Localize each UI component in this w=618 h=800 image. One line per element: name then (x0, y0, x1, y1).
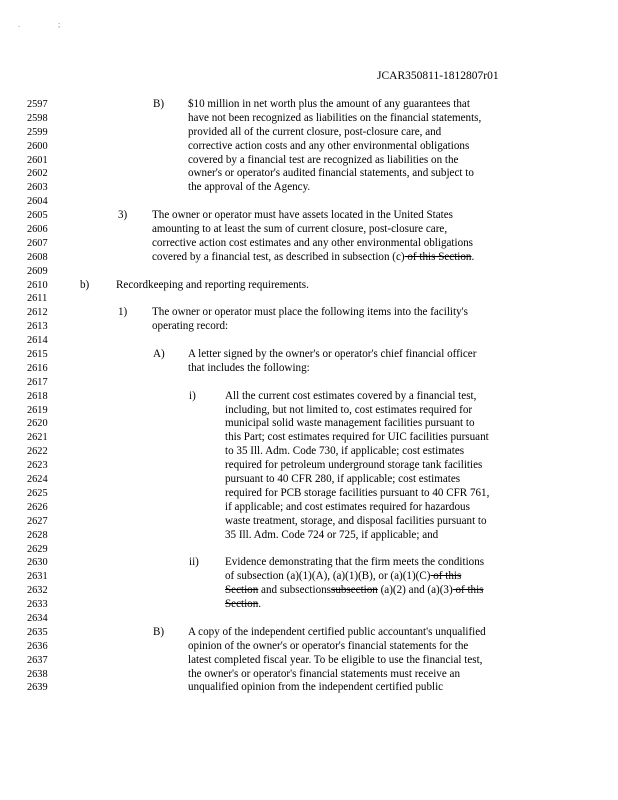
line-number: 2604 (27, 196, 48, 208)
line-2633 (27, 598, 607, 612)
line-text: The owner or operator must have assets located in the United States (152, 209, 453, 222)
line-2618 (27, 390, 607, 404)
subsection-label: b) (80, 278, 90, 291)
line-2620 (27, 417, 607, 431)
line-number: 2614 (27, 335, 48, 347)
line-number: 2624 (27, 474, 48, 486)
line-text: required for PCB storage facilities pursuant to 40 CFR 761, (225, 486, 490, 499)
line-number: 2617 (27, 376, 48, 388)
line-number: 2599 (27, 126, 48, 138)
line-text: that includes the following: (188, 361, 310, 374)
line-2603 (27, 181, 607, 195)
line-2634 (27, 612, 607, 626)
line-2630 (27, 556, 607, 570)
line-text: including, but not limited to, cost estimates required for (225, 403, 473, 416)
numbered-lines (27, 98, 607, 695)
line-2639 (27, 681, 607, 695)
line-number: 2626 (27, 501, 48, 513)
line-number: 2623 (27, 460, 48, 472)
subsection-label: i) (189, 389, 196, 402)
line-number: 2639 (27, 682, 48, 694)
line-2613 (27, 320, 607, 334)
line-2629 (27, 543, 607, 557)
line-number: 2609 (27, 265, 48, 277)
line-2609 (27, 265, 607, 279)
line-number: 2636 (27, 640, 48, 652)
line-2627 (27, 515, 607, 529)
line-text: the approval of the Agency. (188, 181, 311, 194)
line-2608 (27, 251, 607, 265)
line-text: of subsection (a)(1)(A), (a)(1)(B), or (a)(1)(C) of this (225, 570, 462, 583)
line-text: All the current cost estimates covered by a financial test, (225, 389, 477, 402)
line-text: 35 Ill. Adm. Code 724 or 725, if applicable; and (225, 528, 439, 541)
line-number: 2615 (27, 349, 48, 361)
line-2597 (27, 98, 607, 112)
line-text: if applicable; and cost estimates required for hazardous (225, 500, 470, 513)
line-number: 2601 (27, 154, 48, 166)
line-number: 2608 (27, 251, 48, 263)
line-2616 (27, 362, 607, 376)
line-number: 2629 (27, 543, 48, 555)
line-number: 2632 (27, 585, 48, 597)
line-text: the owner's or operator's financial statements must receive an (188, 667, 460, 680)
subsection-label: B) (153, 98, 165, 110)
line-number: 2619 (27, 404, 48, 416)
line-2637 (27, 654, 607, 668)
line-2624 (27, 473, 607, 487)
line-2615 (27, 348, 607, 362)
line-number: 2622 (27, 446, 48, 458)
line-number: 2605 (27, 210, 48, 222)
line-number: 2606 (27, 224, 48, 236)
line-number: 2631 (27, 571, 48, 583)
line-text: to 35 Ill. Adm. Code 730, if applicable; cost estimates (225, 445, 465, 458)
line-2611 (27, 292, 607, 306)
line-2625 (27, 487, 607, 501)
struck-text: of this Section (404, 250, 472, 263)
line-text: A letter signed by the owner's or operator's chief financial officer (188, 348, 477, 361)
line-2617 (27, 376, 607, 390)
line-number: 2635 (27, 626, 48, 638)
line-number: 2618 (27, 390, 48, 402)
line-text: Section. (225, 598, 262, 611)
line-number: 2600 (27, 140, 48, 152)
line-number: 2630 (27, 557, 48, 569)
subsection-label: A) (153, 348, 165, 361)
line-text: corrective action cost estimates and any other environmental obligations (152, 236, 473, 249)
struck-text: Section (225, 584, 259, 597)
subsection-label: B) (153, 625, 165, 638)
line-2602 (27, 167, 607, 181)
line-text: operating record: (152, 320, 229, 333)
line-2604 (27, 195, 607, 209)
line-2610 (27, 279, 607, 293)
line-2636 (27, 640, 607, 654)
line-number: 2602 (27, 168, 48, 180)
line-2622 (27, 445, 607, 459)
line-text: The owner or operator must place the following items into the facility's (152, 306, 468, 319)
line-number: 2616 (27, 362, 48, 374)
line-2598 (27, 112, 607, 126)
line-2635 (27, 626, 607, 640)
line-text: provided all of the current closure, post-closure care, and (188, 125, 442, 138)
line-2626 (27, 501, 607, 515)
line-number: 2598 (27, 112, 48, 124)
line-number: 2597 (27, 99, 48, 110)
line-text: waste treatment, storage, and disposal facilities pursuant to (225, 514, 487, 527)
line-2601 (27, 154, 607, 168)
line-number: 2603 (27, 182, 48, 194)
line-number: 2633 (27, 599, 48, 611)
line-2599 (27, 126, 607, 140)
line-text: municipal solid waste management facilities pursuant to (225, 417, 475, 430)
line-2606 (27, 223, 607, 237)
line-number: 2638 (27, 668, 48, 680)
line-number: 2610 (27, 279, 48, 291)
line-2628 (27, 529, 607, 543)
line-number: 2607 (27, 237, 48, 249)
line-text: covered by a financial test are recognized as liabilities on the (188, 153, 459, 166)
line-text: Evidence demonstrating that the firm meets the conditions (225, 556, 485, 569)
line-2614 (27, 334, 607, 348)
subsection-label: ii) (189, 556, 199, 569)
line-text: A copy of the independent certified public accountant's unqualified (188, 625, 486, 638)
line-number: 2621 (27, 432, 48, 444)
line-2605 (27, 209, 607, 223)
line-number: 2611 (27, 293, 48, 305)
struck-text: of this (430, 570, 462, 583)
line-text: unqualified opinion from the independent certified public (188, 681, 444, 694)
line-text: have not been recognized as liabilities on the financial statements, (188, 111, 482, 124)
subsection-label: 1) (118, 306, 128, 319)
line-text: Recordkeeping and reporting requirements. (116, 278, 309, 291)
line-2638 (27, 668, 607, 682)
line-2623 (27, 459, 607, 473)
line-text: amounting to at least the sum of current closure, post-closure care, (152, 223, 448, 236)
line-number: 2627 (27, 515, 48, 527)
line-2619 (27, 404, 607, 418)
line-text: Section and subsectionssubsection (a)(2) and (a)(3) of this (225, 584, 484, 597)
line-text: latest completed fiscal year. To be eligible to use the financial test, (188, 653, 483, 666)
struck-text: subsection (331, 584, 378, 597)
line-number: 2634 (27, 612, 48, 624)
line-2632 (27, 584, 607, 598)
struck-text: Section (225, 598, 259, 611)
line-2600 (27, 140, 607, 154)
line-2612 (27, 306, 607, 320)
line-2607 (27, 237, 607, 251)
line-text: owner's or operator's audited financial statements, and subject to (188, 167, 474, 180)
line-text: pursuant to 40 CFR 280, if applicable; cost estimates (225, 473, 461, 486)
scan-specks: . ; (18, 20, 79, 29)
line-number: 2613 (27, 321, 48, 333)
line-text: corrective action costs and any other environmental obligations (188, 139, 470, 152)
line-number: 2625 (27, 487, 48, 499)
line-text: required for petroleum underground storage tank facilities (225, 459, 483, 472)
line-number: 2620 (27, 418, 48, 430)
line-text: opinion of the owner's or operator's financial statements for the (188, 639, 469, 652)
struck-text: of this (452, 584, 484, 597)
line-2621 (27, 431, 607, 445)
line-number: 2628 (27, 529, 48, 541)
line-number: 2637 (27, 654, 48, 666)
document-id: JCAR350811-1812807r01 (377, 70, 499, 82)
line-number: 2612 (27, 307, 48, 319)
line-text: covered by a financial test, as described in subsection (c) of this Section. (152, 250, 475, 263)
subsection-label: 3) (118, 209, 128, 222)
line-text: this Part; cost estimates required for UIC facilities pursuant (225, 431, 489, 444)
line-2631 (27, 570, 607, 584)
line-text: $10 million in net worth plus the amount of any guarantees that (188, 98, 470, 110)
